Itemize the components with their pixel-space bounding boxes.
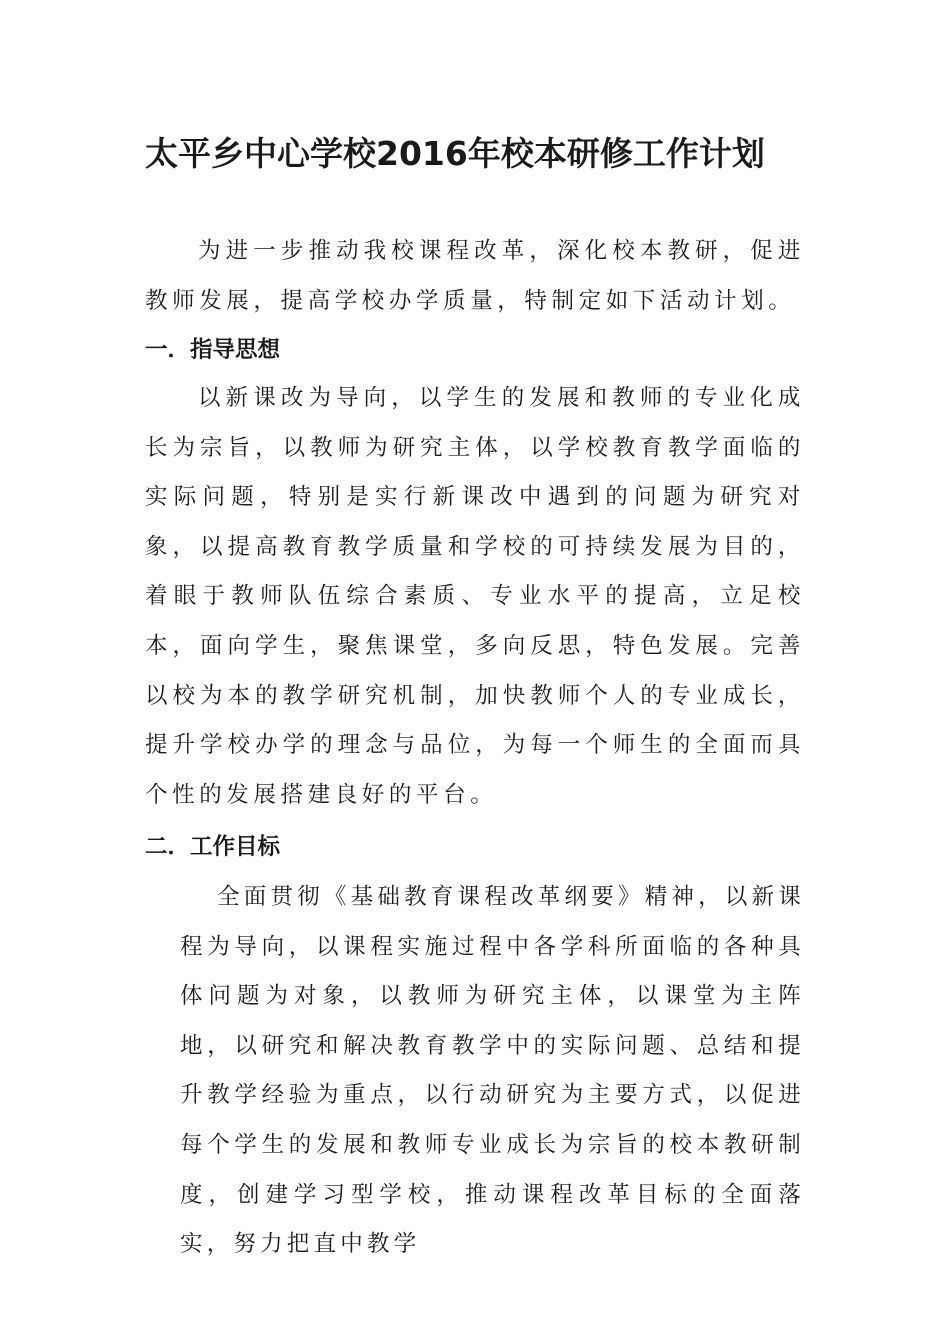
section-body-work-goals: 全面贯彻《基础教育课程改革纲要》精神，以新课程为导向，以课程实施过程中各学科所面临的各种具体问题为对象，以教师为研究主体，以课堂为主阵地，以研究和解决教育教学中的实际问题、总结和提升教学经验为重点，以行动研究为主要方式，以促进每个学生的发展和教师专业成长为宗旨的校本教研制度，创建学习型学校，推动课程改革目标的全面落实，努力把直中教学 [180, 884, 805, 1258]
document-title: 太平乡中心学校2016年校本研修工作计划 [145, 134, 765, 173]
section-heading-guiding-thought: 一．指导思想 [145, 337, 281, 363]
intro-paragraph: 为进一步推动我校课程改革，深化校本教研，促进教师发展，提高学校办学质量，特制定如下活动计划。 [145, 238, 805, 314]
section-body-guiding-thought: 以新课改为导向，以学生的发展和教师的专业化成长为宗旨，以教师为研究主体，以学校教育教学面临的实际问题，特别是实行新课改中遇到的问题为研究对象，以提高教育教学质量和学校的可持续发展为目的，着眼于教师队伍综合素质、专业水平的提高，立足校本，面向学生，聚焦课堂，多向反思，特色发展。完善以校为本的教学研究机制，加快教师个人的专业成长，提升学校办学的理念与品位，为每一个师生的全面而具个性的发展搭建良好的平台。 [145, 385, 805, 808]
section-heading-work-goals: 二．工作目标 [145, 834, 281, 860]
